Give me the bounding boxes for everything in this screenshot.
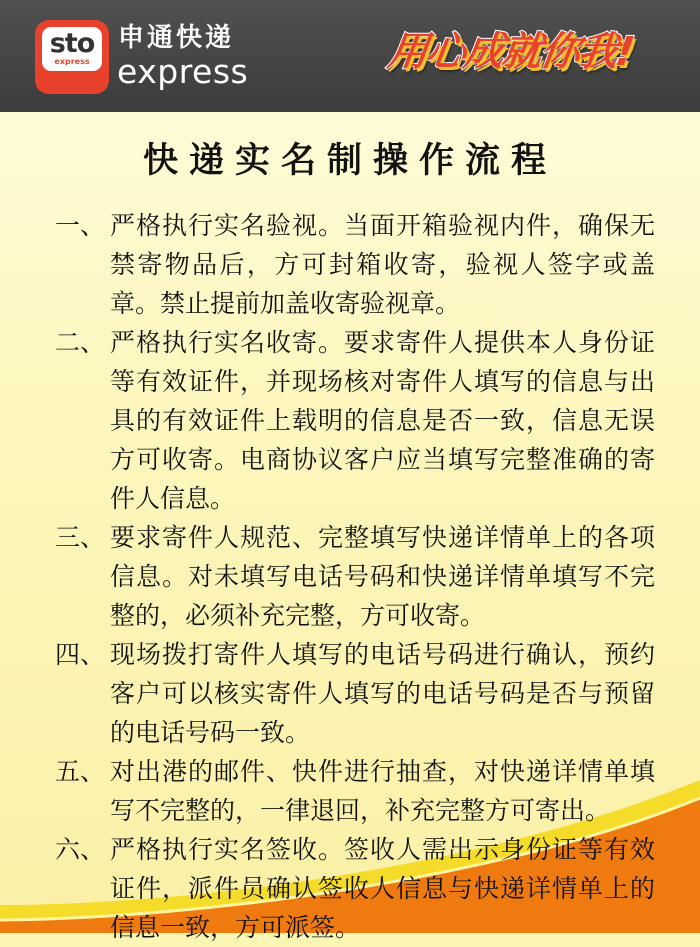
list-item — [55, 323, 655, 518]
rule-number: 四、 — [55, 640, 106, 669]
slogan-banner — [380, 22, 670, 92]
rules-list — [55, 206, 655, 947]
rule-text: 严格执行实名收寄。要求寄件人提供本人身份证等有效证件，并现场核对寄件人填写的信息与出具的有效证件上载明的信息是否一致，信息无误方可收寄。电商协议客户应当填写完整准确的寄件人信息。 — [110, 328, 655, 513]
list-item — [55, 518, 655, 635]
list-item — [55, 752, 655, 830]
logo-text: sto — [49, 28, 95, 59]
logo-subtext: express — [54, 57, 90, 66]
header-bar — [0, 0, 700, 112]
rule-number: 一、 — [55, 211, 106, 240]
rule-text: 现场拨打寄件人填写的电话号码进行确认，预约客户可以核实寄件人填写的电话号码是否与预留的电话号码一致。 — [110, 640, 655, 747]
sto-logo — [35, 20, 109, 94]
rule-number: 五、 — [55, 757, 106, 786]
list-item — [55, 206, 655, 323]
rule-number: 六、 — [55, 835, 106, 864]
rule-text: 严格执行实名签收。签收人需出示身份证等有效证件，派件员确认签收人信息与快递详情单上的信息一致，方可派签。 — [110, 835, 655, 942]
page-title: 快递实名制操作流程 — [142, 141, 557, 181]
list-item — [55, 830, 655, 947]
rule-text: 要求寄件人规范、完整填写快递详情单上的各项信息。对未填写电话号码和快递详情单填写不完整的，必须补充完整，方可收寄。 — [110, 523, 655, 630]
rule-text: 严格执行实名验视。当面开箱验视内件，确保无禁寄物品后，方可封箱收寄，验视人签字或盖章。禁止提前加盖收寄验视章。 — [110, 211, 655, 318]
brand-name-english: express — [117, 52, 249, 91]
rule-text: 对出港的邮件、快件进行抽查，对快递详情单填写不完整的，一律退回，补充完整方可寄出。 — [110, 757, 655, 825]
list-item — [55, 635, 655, 752]
slogan-text: 用心成就你我! — [384, 29, 636, 75]
rule-number: 三、 — [55, 523, 106, 552]
rule-number: 二、 — [55, 328, 106, 357]
brand-name-chinese: 申通快递 — [118, 23, 235, 53]
